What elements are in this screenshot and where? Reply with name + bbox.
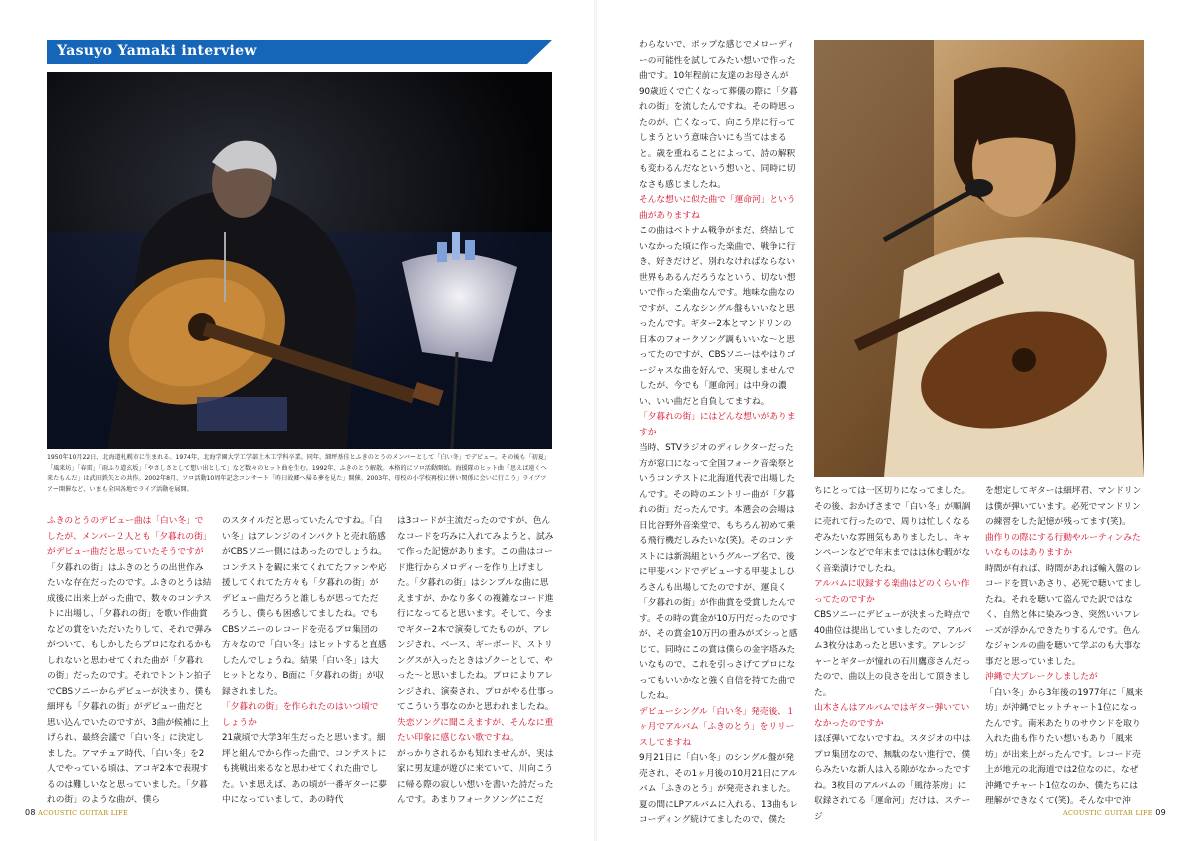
concert-photo	[47, 72, 552, 449]
text-column-4	[639, 38, 799, 829]
section-banner	[47, 40, 552, 64]
interview-question: 山木さんはアルバムではギター弾いていなかったのですか	[814, 703, 970, 729]
interview-question: 沖縄で大ブレークしましたが	[985, 672, 1098, 682]
interview-answer: 9月21日に「白い冬」のシングル盤が発売され、その1ヶ月後の10月21日にアルバム「ふきのとう」が発売されました。夏の間にLPアルバムに入れる、13曲もレコーディング続けてましたので、僕た	[639, 753, 799, 825]
footer-left	[25, 808, 128, 817]
interview-answer: わらないで、ポップな感じでメローディーの可能性を試してみたい想いで作った曲です。10年程前に友達のお母さんが90歳近くで亡くなって葬儀の際に「夕暮れの街」を流したんですね。その時思ったのが、亡くなって、向こう岸に行ってしまうという意味合いにも当てはまると。歳を重ねることによって、詩の解釈も変わるんだなという想いと、同時に切なさも感じましたね。	[639, 40, 798, 190]
interview-question: ふきのとうのデビュー曲は「白い冬」でしたが、メンバー２人とも「夕暮れの街」がデビュー曲だと思っていたそうですが	[47, 516, 212, 557]
interview-answer: ほぼ弾いてないですね。スタジオの中はプロ集団なので、無駄のない進行で、僕らみたいな新人は入る隙がなかったですね。3枚目のアルバムの「風待茶房」に収録されてる「運命河」だけは、ステージ	[814, 734, 971, 822]
interview-question: 失恋ソングに聞こえますが、そんなに重たい印象に感じない歌ですね。	[397, 717, 554, 743]
profile-caption: 1950年10月22日、北海道札幌市に生まれる。1974年、北海学園大学工学部土木工学科卒業。同年、細坪基佳とふきのとうのメンバーとして「白い冬」でデビュー。その後も「初夏」「風来坊」「春雷」「雨ふり道玄坂」「やさしさとして想い出として」など数々のヒット曲を生む。1992年、ふきのとう解散。本格的にソロ活動開始。海援隊のヒット曲「思えば遠くへ来たもんだ」は武田鉄矢との共作。2002年8月、ソロ活動10周年記念コンサート「昨日故郷へ帰る夢を見た」開催。2003年、母校の小学校再校に併い関係に会いに行こう」ライブツアー開催など、いまも全国各地でライブ活動を展開。	[47, 454, 550, 493]
interview-question: アルバムに収録する楽曲はどのくらい作ってたのですか	[814, 579, 970, 605]
text-column-6	[985, 484, 1143, 810]
text-column-2	[222, 514, 387, 809]
interview-answer: 当時、STVラジオのディレクターだった方が窓口になって全国フォーク音楽祭というコンテストに北海道代表で出場したんです。その時のエントリー曲が「夕暮れの街」だったんです。本選会の会場は日比谷野外音楽堂で、もちろん初めて乗る飛行機だしみたいな(笑)。そのコンテストには新潟組というグループ名で、後に甲斐バンドでデビューする甲斐よしひろさんも出場してたのですが、運良く「夕暮れの街」が作曲賞を受賞したんです。その時の賞金が10万円だったのですが、その賞金10万円の重みがズシっと感じて、同時にこの賞は僕らの金字塔みたいなもので、これを引っさげてプロになってもいいかなと強く自信を持てた曲でしたね。	[639, 443, 798, 701]
magazine-name: ACOUSTIC GUITAR LIFE	[38, 809, 129, 817]
interview-answer: この曲はベトナム戦争がまだ、終結していなかった頃に作った楽曲で、戦争に行き、好きだけど、別れなければならない世界もあるんだろうなという、切ない想いで作った楽曲なんです。地味な曲なのですが、こんなシングル盤もいいなと思ったんです。ギター2本とマンドリンの日本のフォークソング調もいいな～と思ってたのですが、CBSソニーはやはりゴージャスな曲を好んで、実現しませんでしたが、今でも「運命河」は中身の濃い、いい曲だと自負してますね。	[639, 226, 796, 407]
interview-answer: ちにとっては一区切りになってました。その後、おかげさまで「白い冬」が順調に売れて行ったので、周りは忙しくなるぞみたいな雰囲気もありましたし、キャンペーンなどで年末まではは休む暇がなく音楽漬けでしたね。	[814, 486, 971, 574]
interview-answer: を想定してギターは細坪君、マンドリンは僕が弾いています。必死でマンドリンの練習をした記憶が残ってます(笑)。	[985, 486, 1142, 527]
interview-answer: 時間が有れば、時間があれば輸入盤のレコードを買いあさり、必死で聴いてましたね。それを聴いて盗んでた訳ではなく、自然と体に染みつき、突然いいフレーズが浮かんできたりするんです。色んなジャンルの曲を聴いて学ぶのも大事な事だと思っていました。	[985, 563, 1142, 667]
banner-title: Yasuyo Yamaki interview	[57, 43, 257, 59]
page-number: 08	[25, 808, 36, 817]
magazine-name: ACOUSTIC GUITAR LIFE	[1062, 809, 1153, 817]
interview-answer: は3コードが主流だったのですが、色んなコードを巧みに入れてみようと、試みて作った記憶があります。この曲はコード進行からメロディーを作り上げました。「夕暮れの街」はシンプルな曲に思えますが、かなり多くの複雑なコード進行になってると思います。そして、今までギター2本で演奏してたものが、アレンジされ、ベース、ギーボード、ストリングスが入ったときはゾクーとして、やった～と思いましたね。プロによりアレンジされ、演奏され、プロがやる仕事ってこういう事なのかと思われましたね。	[397, 516, 555, 712]
interview-answer: のスタイルだと思っていたんですね。「白い冬」はアレンジのインパクトと売れ筋感がCBSソニー側にはあったのでしょうね。コンテストを観に来てくれてたファンや応援してくれてた方々も「夕暮れの街」がデビュー曲だろうと誰しもが思ってただろうし、僕らも困惑してましたね。でもCBSソニーのレコードを売るプロ集団の方々なので「白い冬」はヒットすると直感したんでしょうね。結果「白い冬」は大ヒットとなり、B面に「夕暮れの街」が収録されました。	[222, 516, 387, 697]
interview-question: 「夕暮れの街」を作られたのはいつ頃でしょうか	[222, 702, 379, 728]
interview-question: 曲作りの際にする行動やルーティンみたいなものはありますか	[985, 532, 1141, 558]
interview-answer: CBSソニーにデビューが決まった時点で40曲位は提出していましたので、アルバム3枚分はあったと思います。アレンジャーとギターが憧れの石川鷹彦さんだったので、曲以上の良さを出して頂きました。	[814, 610, 972, 698]
interview-answer: 「白い冬」から3年後の1977年に「風来坊」が沖縄でヒットチャート1位になったんです。南米あたりのサウンドを取り入れた曲も作りたい想いもあり「風来坊」が出来上がったんです。レコード売上が地元の北海道では2位なのに、なぜ沖縄でチャート1位なのか、僕たちには理解ができなくて(笑)。そんな中で沖	[985, 687, 1143, 806]
page-gutter	[594, 0, 597, 841]
interview-question: そんな想いに似た曲で「運命河」という曲がありますね	[639, 195, 796, 221]
footer-right	[1063, 808, 1166, 817]
text-column-3	[397, 514, 557, 809]
portrait-photo	[814, 40, 1144, 477]
page-number: 09	[1155, 808, 1166, 817]
text-column-5	[814, 484, 972, 825]
interview-answer: 21歳頃で大学3年生だったと思います。細坪と組んでから作った曲で、コンテストにも挑戦出来るなと思わせてくれた曲でした。いま思えば、あの頃が一番ギターに夢中になっていまして、あの時代	[222, 733, 387, 805]
interview-answer: 「夕暮れの街」はふきのとうの出世作みたいな存在だったのです。ふきのとうは結成後に出来上がった曲で、数々のコンテストに出場し、「夕暮れの街」を歌い作曲賞などの賞をいただいたりして、それで弾みがついて、もしかしたらプロになれるかもしれないと思わせてくれた曲が「夕暮れの街」だったのです。それでトントン拍子でCBSソニーからデビューが決まり、僕も細坪も「夕暮れの街」がデビュー曲だと思い込んでいたのですが、3曲が候補に上げられ、最終会議で「白い冬」に決定しました。アマチュア時代、「白い冬」を2人でやっている頃は、アコギ2本で表現するのは難しいなと思っていました。「夕暮れの街」のような曲が、僕ら	[47, 562, 212, 805]
interview-question: 「夕暮れの街」にはどんな想いがありますか	[639, 412, 796, 438]
text-column-1	[47, 514, 212, 809]
interview-answer: がっかりされるかも知れませんが、実は家に男友達が遊びに来ていて、川向こうに帰る際の寂しい想いを書いた詩だったんです。あまりフォークソングにこだ	[397, 748, 554, 805]
interview-question: デビューシングル「白い冬」発売後、１ヶ月でアルバム「ふきのとう」をリリースしてますね	[639, 706, 795, 748]
